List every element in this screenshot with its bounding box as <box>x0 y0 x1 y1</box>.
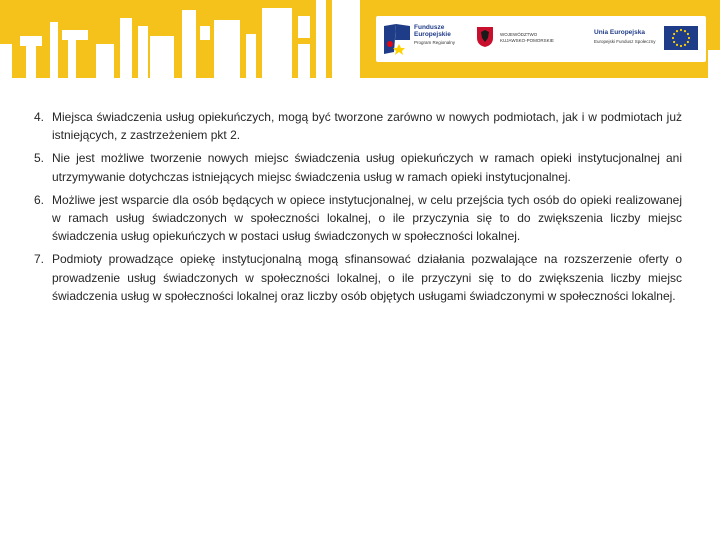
list-item-text: Podmioty prowadzące opiekę instytucjonalną mogą sfinansować działania pozwalające na rozszerzenie oferty o prowadzenie usług świadczonych w społeczności lokalnej, o ile przyczyni się to do zwiększenia liczby miejsc świadczenia usług w społeczności lokalnej oraz liczby osób objętych usługami świadczonymi w społeczności lokalnej. <box>52 252 682 303</box>
document-body <box>28 108 682 310</box>
list-item-number: 6. <box>34 192 45 207</box>
decor-block <box>138 26 148 78</box>
region-line2: KUJAWSKO-POMORSKIE <box>500 38 554 43</box>
fe-line2: Europejskie <box>414 31 451 38</box>
decor-block <box>200 26 210 40</box>
decor-block <box>708 50 720 78</box>
decor-block <box>316 0 326 78</box>
decor-block <box>246 34 256 78</box>
fe-line3: Program Regionalny <box>414 40 456 45</box>
logo-strip <box>376 16 706 62</box>
header-banner <box>0 0 720 78</box>
decor-block <box>20 36 42 46</box>
fe-line1: Fundusze <box>414 24 445 31</box>
decor-block <box>26 46 36 78</box>
fundusze-europejskie-logo <box>382 22 468 58</box>
decor-block <box>332 0 360 78</box>
list-item <box>28 250 682 305</box>
decor-block <box>150 36 174 78</box>
list-item-text: Nie jest możliwe tworzenie nowych miejsc świadczenia usług opiekuńczych w ramach opieki instytucjonalnej ani utrzymywanie dotychczas istniejących miejsc świadczenia usług w ramach opieki instytucjonalnej. <box>52 151 682 184</box>
decor-block <box>120 18 132 78</box>
list-item <box>28 191 682 246</box>
decor-block <box>68 40 76 78</box>
region-line1: WOJEWÓDZTWO <box>500 32 538 37</box>
list-item-number: 4. <box>34 110 45 124</box>
region-shield-icon <box>476 26 494 48</box>
list-item <box>28 149 682 185</box>
eu-subtitle: Europejski Fundusz Społeczny <box>594 39 656 44</box>
list-item-number: 5. <box>34 151 45 166</box>
decor-block <box>262 8 292 78</box>
decor-block <box>298 44 310 78</box>
eu-title: Unia Europejska <box>594 29 645 36</box>
list-item-text: Możliwe jest wsparcie dla osób będących w opiece instytucjonalnej, w celu przejścia tych osób do opieki realizowanej w ramach usług świadczonych w społeczności lokalnej, o ile przyczynia się to do zwiększenia liczby miejsc świadczenia usług opiekuńczych w postaci usług świadczonych w społeczności lokalnej. <box>52 192 682 244</box>
fe-mark-icon <box>382 22 412 56</box>
region-logo <box>476 24 576 54</box>
list-item-text: Miejsca świadczenia usług opiekuńczych, mogą być tworzone zarówno w nowych podmiotach, jak i w podmiotach już istniejących, z zastrzeżeniem pkt 2. <box>52 110 682 143</box>
decor-block <box>62 30 88 40</box>
decor-block <box>96 44 114 78</box>
decor-block <box>298 16 310 38</box>
decor-block <box>182 10 196 78</box>
decor-block <box>50 22 58 78</box>
numbered-list <box>28 108 682 305</box>
decor-block <box>214 20 240 78</box>
decor-block <box>0 44 12 78</box>
eu-logo <box>594 24 702 56</box>
list-item <box>28 108 682 144</box>
list-item-number: 7. <box>34 252 45 267</box>
eu-flag-icon <box>664 26 698 50</box>
